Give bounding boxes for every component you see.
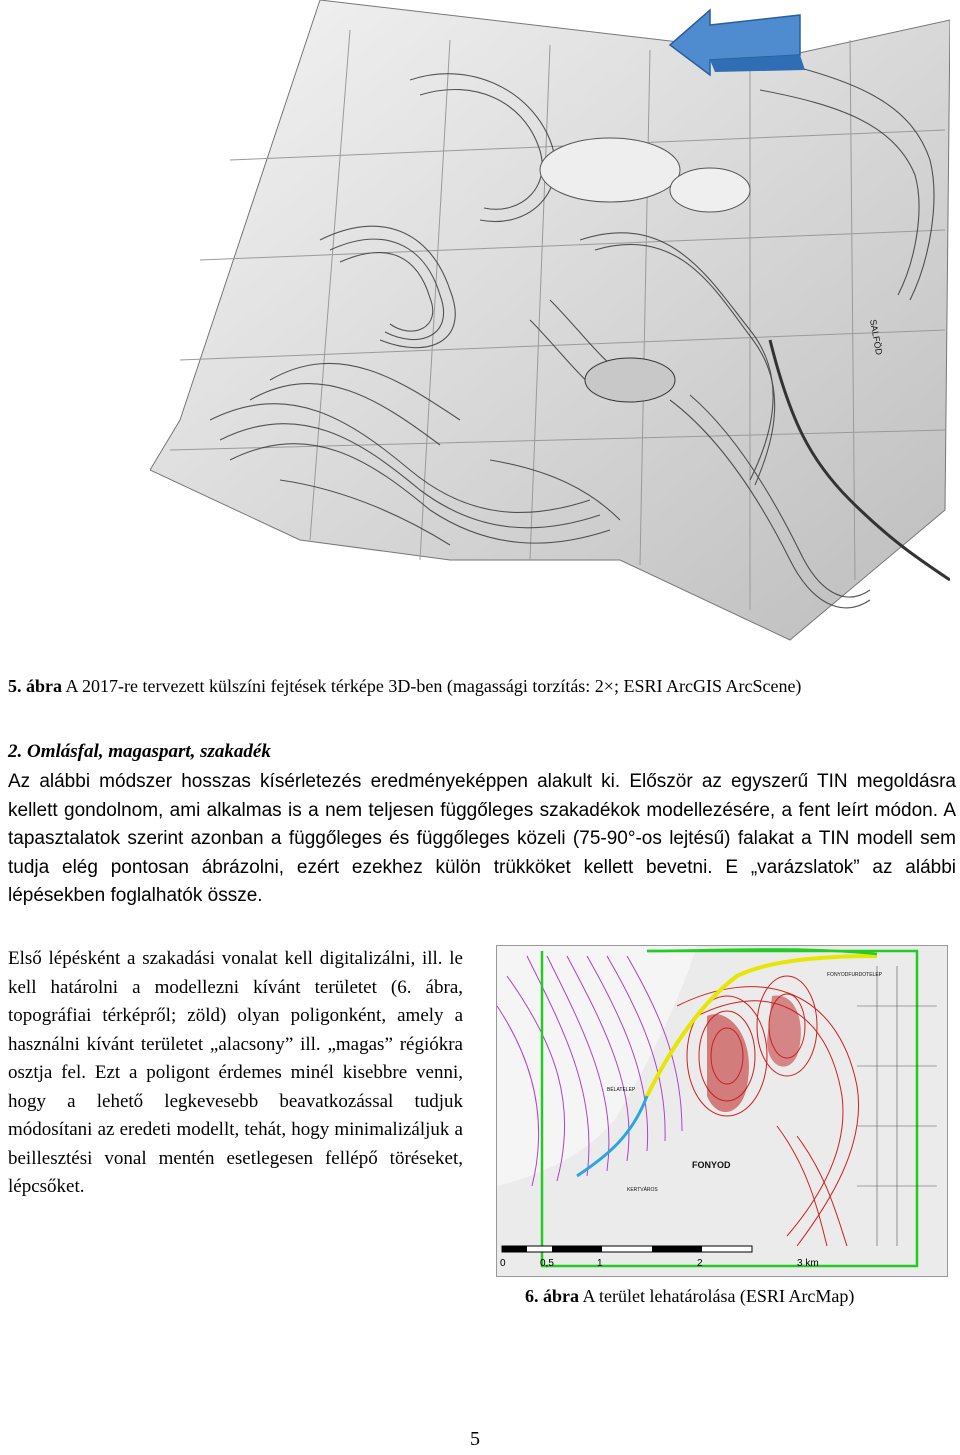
scale-label-05: 0,5	[540, 1258, 554, 1269]
place-label-furdotelep: FONYODFURDOTELEP	[827, 972, 883, 978]
paragraph-2: Első lépésként a szakadási vonalat kell digitalizálni, ill. le kell határolni a modellezni kívánt területet (6. ábra, topográfiai térképről; zöld) olyan poligonként, amely a használni kívánt területet „alacsony” ill. „magas” régiókra osztja fel. Ezt a poligont érdemes minél kisebbre venni, hogy a lehető legkevesebb beavatkozással tudjuk módosítani az eredeti modellt, tehát, hogy minimalizáljuk a beillesztési vonal mentén esetlegesen fellépő töréseket, lépcsőket.	[8, 948, 463, 1197]
scale-label-0: 0	[500, 1258, 506, 1269]
section-title: 2. Omlásfal, magaspart, szakadék	[8, 741, 271, 762]
page-number: 5	[470, 1428, 480, 1450]
pit-1	[540, 138, 680, 202]
figure-5-caption	[8, 674, 958, 698]
map-label-salfod: SALFÖD	[868, 318, 885, 356]
place-label-kertvaros: KERTVÁROS	[627, 1187, 658, 1193]
figure-5-terrain-map	[150, 0, 950, 660]
figure-6-caption	[525, 1286, 854, 1307]
terrain-surface	[150, 0, 950, 640]
settlement	[585, 358, 675, 402]
figure-6-caption-label: 6. ábra	[525, 1286, 579, 1306]
place-label-belatelep: BÉLATELEP	[607, 1087, 636, 1093]
pit-2	[670, 168, 750, 212]
paragraph-1: Az alábbi módszer hosszas kísérletezés eredményeképpen alakult ki. Először az egyszerű TIN megoldásra kellett gondolnom, ami alkalmas is a nem teljesen függőleges szakadékok modellezésére, a fent leírt módon. A tapasztalatok szerint azonban a függőleges és függőleges közeli (75-90°-os lejtésű) falakat a TIN modell sem tudja elég pontosan ábrázolni, ezért ezekhez külön trükköket kellett bevetni. E „varázslatok” az alábbi lépésekben foglalhatók össze.	[8, 771, 956, 906]
scale-label-2: 2	[697, 1258, 703, 1269]
figure-5-caption-label: 5. ábra	[8, 676, 62, 696]
scale-label-3: 3 km	[797, 1258, 819, 1269]
figure-5-caption-text: A 2017-re tervezett külszíni fejtések térképe 3D-ben (magassági torzítás: 2×; ESRI ArcGIS ArcScene)	[62, 676, 802, 696]
figure-6-caption-text: A terület lehatárolása (ESRI ArcMap)	[579, 1286, 855, 1306]
place-label-fonyod: FONYOD	[692, 1160, 731, 1170]
figure-6-area-map	[496, 945, 948, 1277]
scale-label-1: 1	[597, 1258, 603, 1269]
